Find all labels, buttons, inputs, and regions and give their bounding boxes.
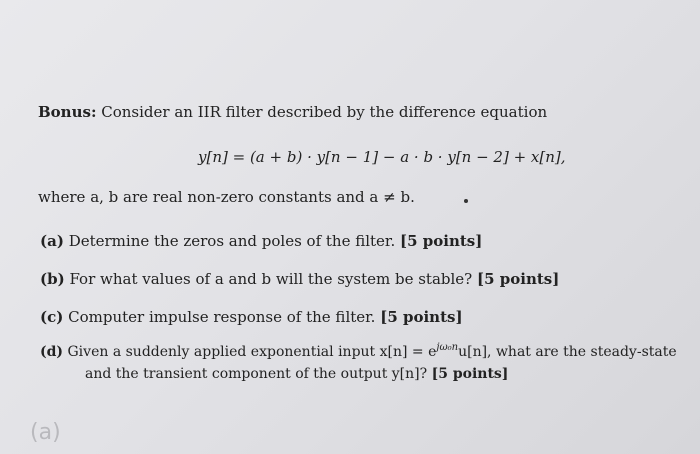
part-b-points: [5 points] bbox=[477, 270, 560, 288]
part-b-label: (b) bbox=[40, 270, 65, 288]
part-c-text: Computer impulse response of the filter. bbox=[68, 308, 376, 326]
part-d-points: [5 points] bbox=[431, 366, 509, 382]
part-b-text: For what values of a and b will the system be stable? bbox=[69, 270, 473, 288]
part-d-label: (d) bbox=[40, 344, 64, 360]
intro-line bbox=[38, 103, 547, 121]
pencil-mark: (a) bbox=[30, 420, 61, 445]
intro-text: Consider an IIR filter described by the difference equation bbox=[101, 103, 548, 121]
stray-dot bbox=[464, 199, 468, 203]
bonus-heading: Bonus: bbox=[38, 103, 97, 121]
where-line: where a, b are real non-zero constants and a ≠ b. bbox=[38, 188, 415, 206]
part-c-label: (c) bbox=[40, 308, 64, 326]
part-b bbox=[40, 270, 559, 288]
part-c bbox=[40, 308, 463, 326]
part-c-points: [5 points] bbox=[380, 308, 463, 326]
part-a-label: (a) bbox=[40, 232, 64, 250]
part-d bbox=[40, 342, 677, 360]
part-a-points: [5 points] bbox=[400, 232, 483, 250]
part-d-second-line bbox=[85, 366, 508, 382]
part-a bbox=[40, 232, 482, 250]
part-d-text2: and the transient component of the output y[n]? bbox=[85, 366, 428, 382]
part-d-exponent: jω₀n bbox=[436, 342, 459, 353]
part-d-text-post: u[n], what are the steady-state bbox=[458, 344, 677, 360]
part-a-text: Determine the zeros and poles of the filter. bbox=[68, 232, 396, 250]
part-d-text-pre: Given a suddenly applied exponential input x[n] = e bbox=[67, 344, 437, 360]
difference-equation: y[n] = (a + b) · y[n − 1] − a · b · y[n − 2] + x[n], bbox=[198, 148, 566, 166]
